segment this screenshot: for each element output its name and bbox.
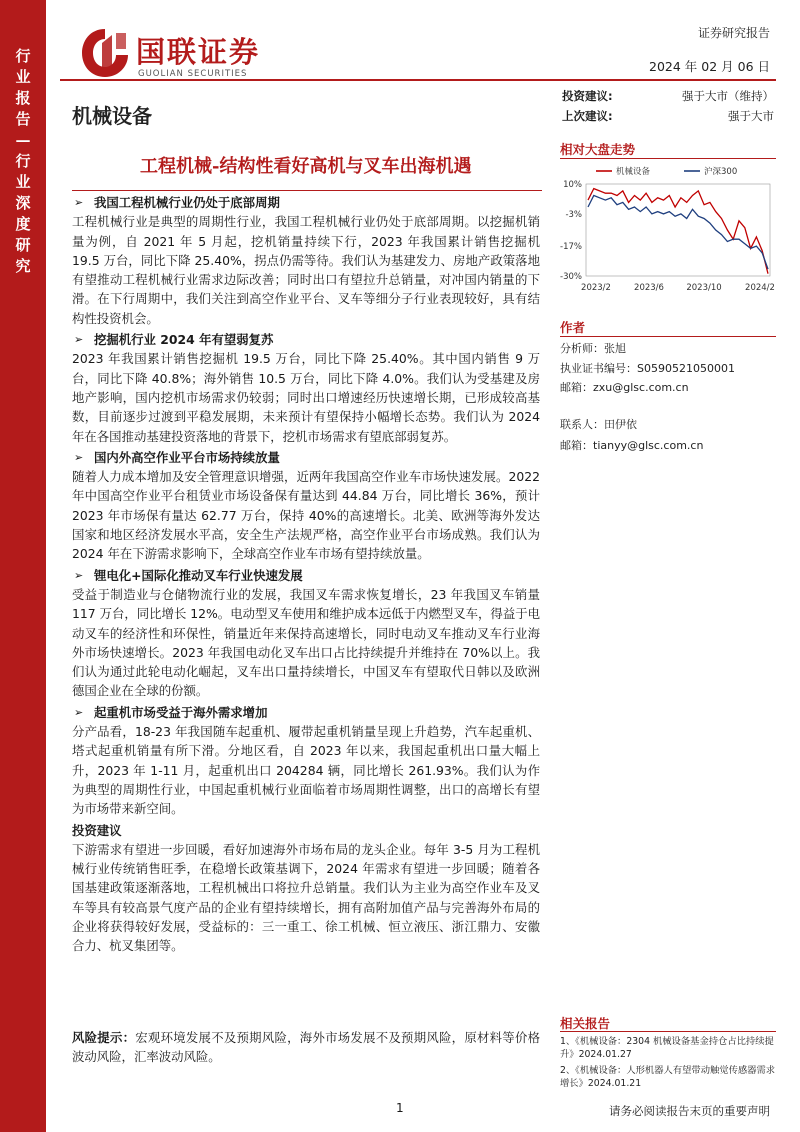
side-char: 研 <box>15 236 31 254</box>
analyst-name: 分析师：张旭 <box>560 342 626 355</box>
logo-mark-icon <box>78 25 132 81</box>
rating-value: 强于大市（维持） <box>682 89 774 103</box>
side-char: — <box>15 131 31 149</box>
rating-label: 上次建议: <box>562 109 613 123</box>
logo-en: GUOLIAN SECURITIES <box>138 69 248 79</box>
chart-svg <box>556 162 778 302</box>
section-body: 工程机械行业是典型的周期性行业，我国工程机械行业仍处于底部周期。以挖掘机销量为例，自 2021 年 5 月起，挖机销量持续下行，2023 年我国累计销售挖掘机 19.5 万台，同比下降 25.40%，拐点仍需等待。我们认为基建发力、房地产政策落地有望推动工程机械行业需求边际改善；同时出口有望拉升总销量，对冲国内销量的下滑。在下行周期中，我们关注到高空作业平台、叉车等细分子行业表现较好，具有结构性投资机会。 <box>72 214 540 326</box>
industry-name: 机械设备 <box>72 104 152 128</box>
x-tick-label: 2023/6 <box>634 283 664 293</box>
section-heading: ➢ 锂电化+国际化推动叉车行业快速发展 <box>72 566 540 585</box>
logo-name: 国联证券 <box>136 35 261 69</box>
y-tick-label: -30% <box>560 272 582 282</box>
side-char: 告 <box>15 110 31 128</box>
report-title: 工程机械-结构性看好高机与叉车出海机遇 <box>140 156 472 177</box>
side-report-type <box>11 46 35 277</box>
cert-number: 执业证书编号：S0590521050001 <box>560 362 735 375</box>
risk-warning <box>72 1028 540 1067</box>
analyst-email: 邮箱：zxu@glsc.com.cn <box>560 381 689 394</box>
section-heading: ➢ 挖掘机行业 2024 年有望弱复苏 <box>72 330 540 349</box>
x-tick-label: 2024/2 <box>745 283 775 293</box>
rating-value: 强于大市 <box>728 109 774 123</box>
invest-body: 下游需求有望进一步回暖，看好加速海外市场布局的龙头企业。每年 3-5 月为工程机械行业传统销售旺季，在稳增长政策基调下，2024 年需求有望进一步回暖；随着各国基建政策逐渐落地，工程机械出口将拉升总销量。我们认为主业为高空作业车及叉车等具有较高景气度产品的企业有望持续增长，拥有高附加值产品与完善海外布局的企业将获得较好发展，受益标的：三一重工、徐工机械、恒立液压、浙江鼎力、安徽合力、杭叉集团等。 <box>72 841 540 954</box>
y-tick-label: 10% <box>563 180 582 190</box>
invest-heading: 投资建议 <box>72 822 122 838</box>
side-char: 业 <box>15 68 31 86</box>
section-heading: ➢ 起重机市场受益于海外需求增加 <box>72 703 540 722</box>
rating-label: 投资建议: <box>562 89 613 103</box>
plot-frame <box>586 184 770 276</box>
disclaimer-note: 请务必阅读报告末页的重要声明 <box>609 1104 770 1118</box>
section-body: 受益于制造业与仓储物流行业的发展，我国叉车需求恢复增长，23 年我国叉车销量 117 万台，同比增长 12%。电动型叉车使用和维护成本远低于内燃型叉车，得益于电动叉车的经济性和环保性，销量近年来保持高速增长，同时电动叉车推动叉车行业海外市场快速增长。2023 年我国电动化叉车出口占比持续提升并维持在 70%以上。我们认为通过此轮电动化崛起，叉车出口量持续增长，中国叉车有望取代日韩以及欧洲德国企业在全球的份额。 <box>72 586 540 699</box>
risk-body: 宏观环境发展不及预期风险，海外市场发展不及预期风险，原材料等价格波动风险，汇率波动风险。 <box>72 1030 541 1065</box>
legend-label: 沪深300 <box>704 167 738 177</box>
report-date: 2024 年 02 月 06 日 <box>649 59 770 74</box>
side-char: 度 <box>15 215 31 233</box>
related-item: 1、《机械设备：2304 机械设备基金持仓占比持续提升》2024.01.27 <box>560 1036 774 1060</box>
header-divider <box>60 79 776 81</box>
risk-label: 风险提示： <box>72 1030 136 1045</box>
related-reports <box>560 1032 776 1090</box>
section-body: 2023 年我国累计销售挖掘机 19.5 万台，同比下降 25.40%。其中国内销售 9 万台，同比下降 40.8%；海外销售 10.5 万台，同比下降 4.0%。我们认为受基建及房地产影响，国内挖机市场需求仍较弱；同时出口增速经历快速增长期，已形成较高基数，目前逐步过渡到平稳发展期，未来预计有望保持小幅增长态势。我们认为 2024 年在各国推动基建投资落地的背景下，挖机市场需求有望底部弱复苏。 <box>72 351 540 444</box>
section-heading: ➢ 我国工程机械行业仍处于底部周期 <box>72 193 540 212</box>
related-heading: 相关报告 <box>560 1016 611 1031</box>
authors-divider <box>560 336 776 337</box>
section-heading: ➢ 国内外高空作业平台市场持续放量 <box>72 448 540 467</box>
relative-performance-chart <box>556 162 778 302</box>
report-type: 证券研究报告 <box>697 26 770 40</box>
x-tick-label: 2023/10 <box>686 283 722 293</box>
x-tick-label: 2023/2 <box>581 283 611 293</box>
section-body: 分产品看，18-23 年我国随车起重机、履带起重机销量呈现上升趋势，汽车起重机、塔式起重机销量有所下滑。分地区看，自 2023 年以来，我国起重机出口量大幅上升，2023 年 1-11 月，起重机出口 204284 辆，同比增长 261.93%。我们认为作为典型的周期性行业，中国起重机械行业面临着市场周期性调整，出口的高增长有望为市场带来新空间。 <box>72 724 540 817</box>
series-line-hs300 <box>588 196 768 270</box>
y-tick-label: -17% <box>560 242 582 253</box>
chart-divider <box>560 158 776 159</box>
legend-label: 机械设备 <box>616 167 651 177</box>
authors-heading: 作者 <box>560 320 586 335</box>
contact-name: 联系人：田伊依 <box>560 418 637 431</box>
chart-title: 相对大盘走势 <box>560 142 636 157</box>
y-tick-label: -3% <box>565 209 582 220</box>
page-number: 1 <box>396 1101 404 1115</box>
side-bar <box>0 0 46 1132</box>
main-body <box>72 191 540 956</box>
section-body: 随着人力成本增加及安全管理意识增强，近两年我国高空作业车市场快速发展。2022 年中国高空作业平台租赁业市场设备保有量达到 44.84 万台，同比增长 36%，预计 2023 年市场保有量达 62.77 万台，保持 40%的高速增长。北美、欧洲等海外发达国家和地区经济发展水平高，安全生产法规严格，高空作业平台市场成熟。我们认为 2024 年在下游需求影响下，全球高空作业车市场有望持续放量。 <box>72 469 540 562</box>
side-char: 深 <box>15 194 31 212</box>
side-char: 究 <box>15 257 31 275</box>
side-char: 行 <box>15 152 31 170</box>
side-char: 业 <box>15 173 31 191</box>
contact-email: 邮箱：tianyy@glsc.com.cn <box>560 439 704 452</box>
related-item: 2、《机械设备：人形机器人有望带动触觉传感器需求增长》2024.01.21 <box>560 1065 776 1089</box>
company-logo <box>78 25 308 85</box>
side-char: 报 <box>15 89 31 107</box>
side-char: 行 <box>15 47 31 65</box>
